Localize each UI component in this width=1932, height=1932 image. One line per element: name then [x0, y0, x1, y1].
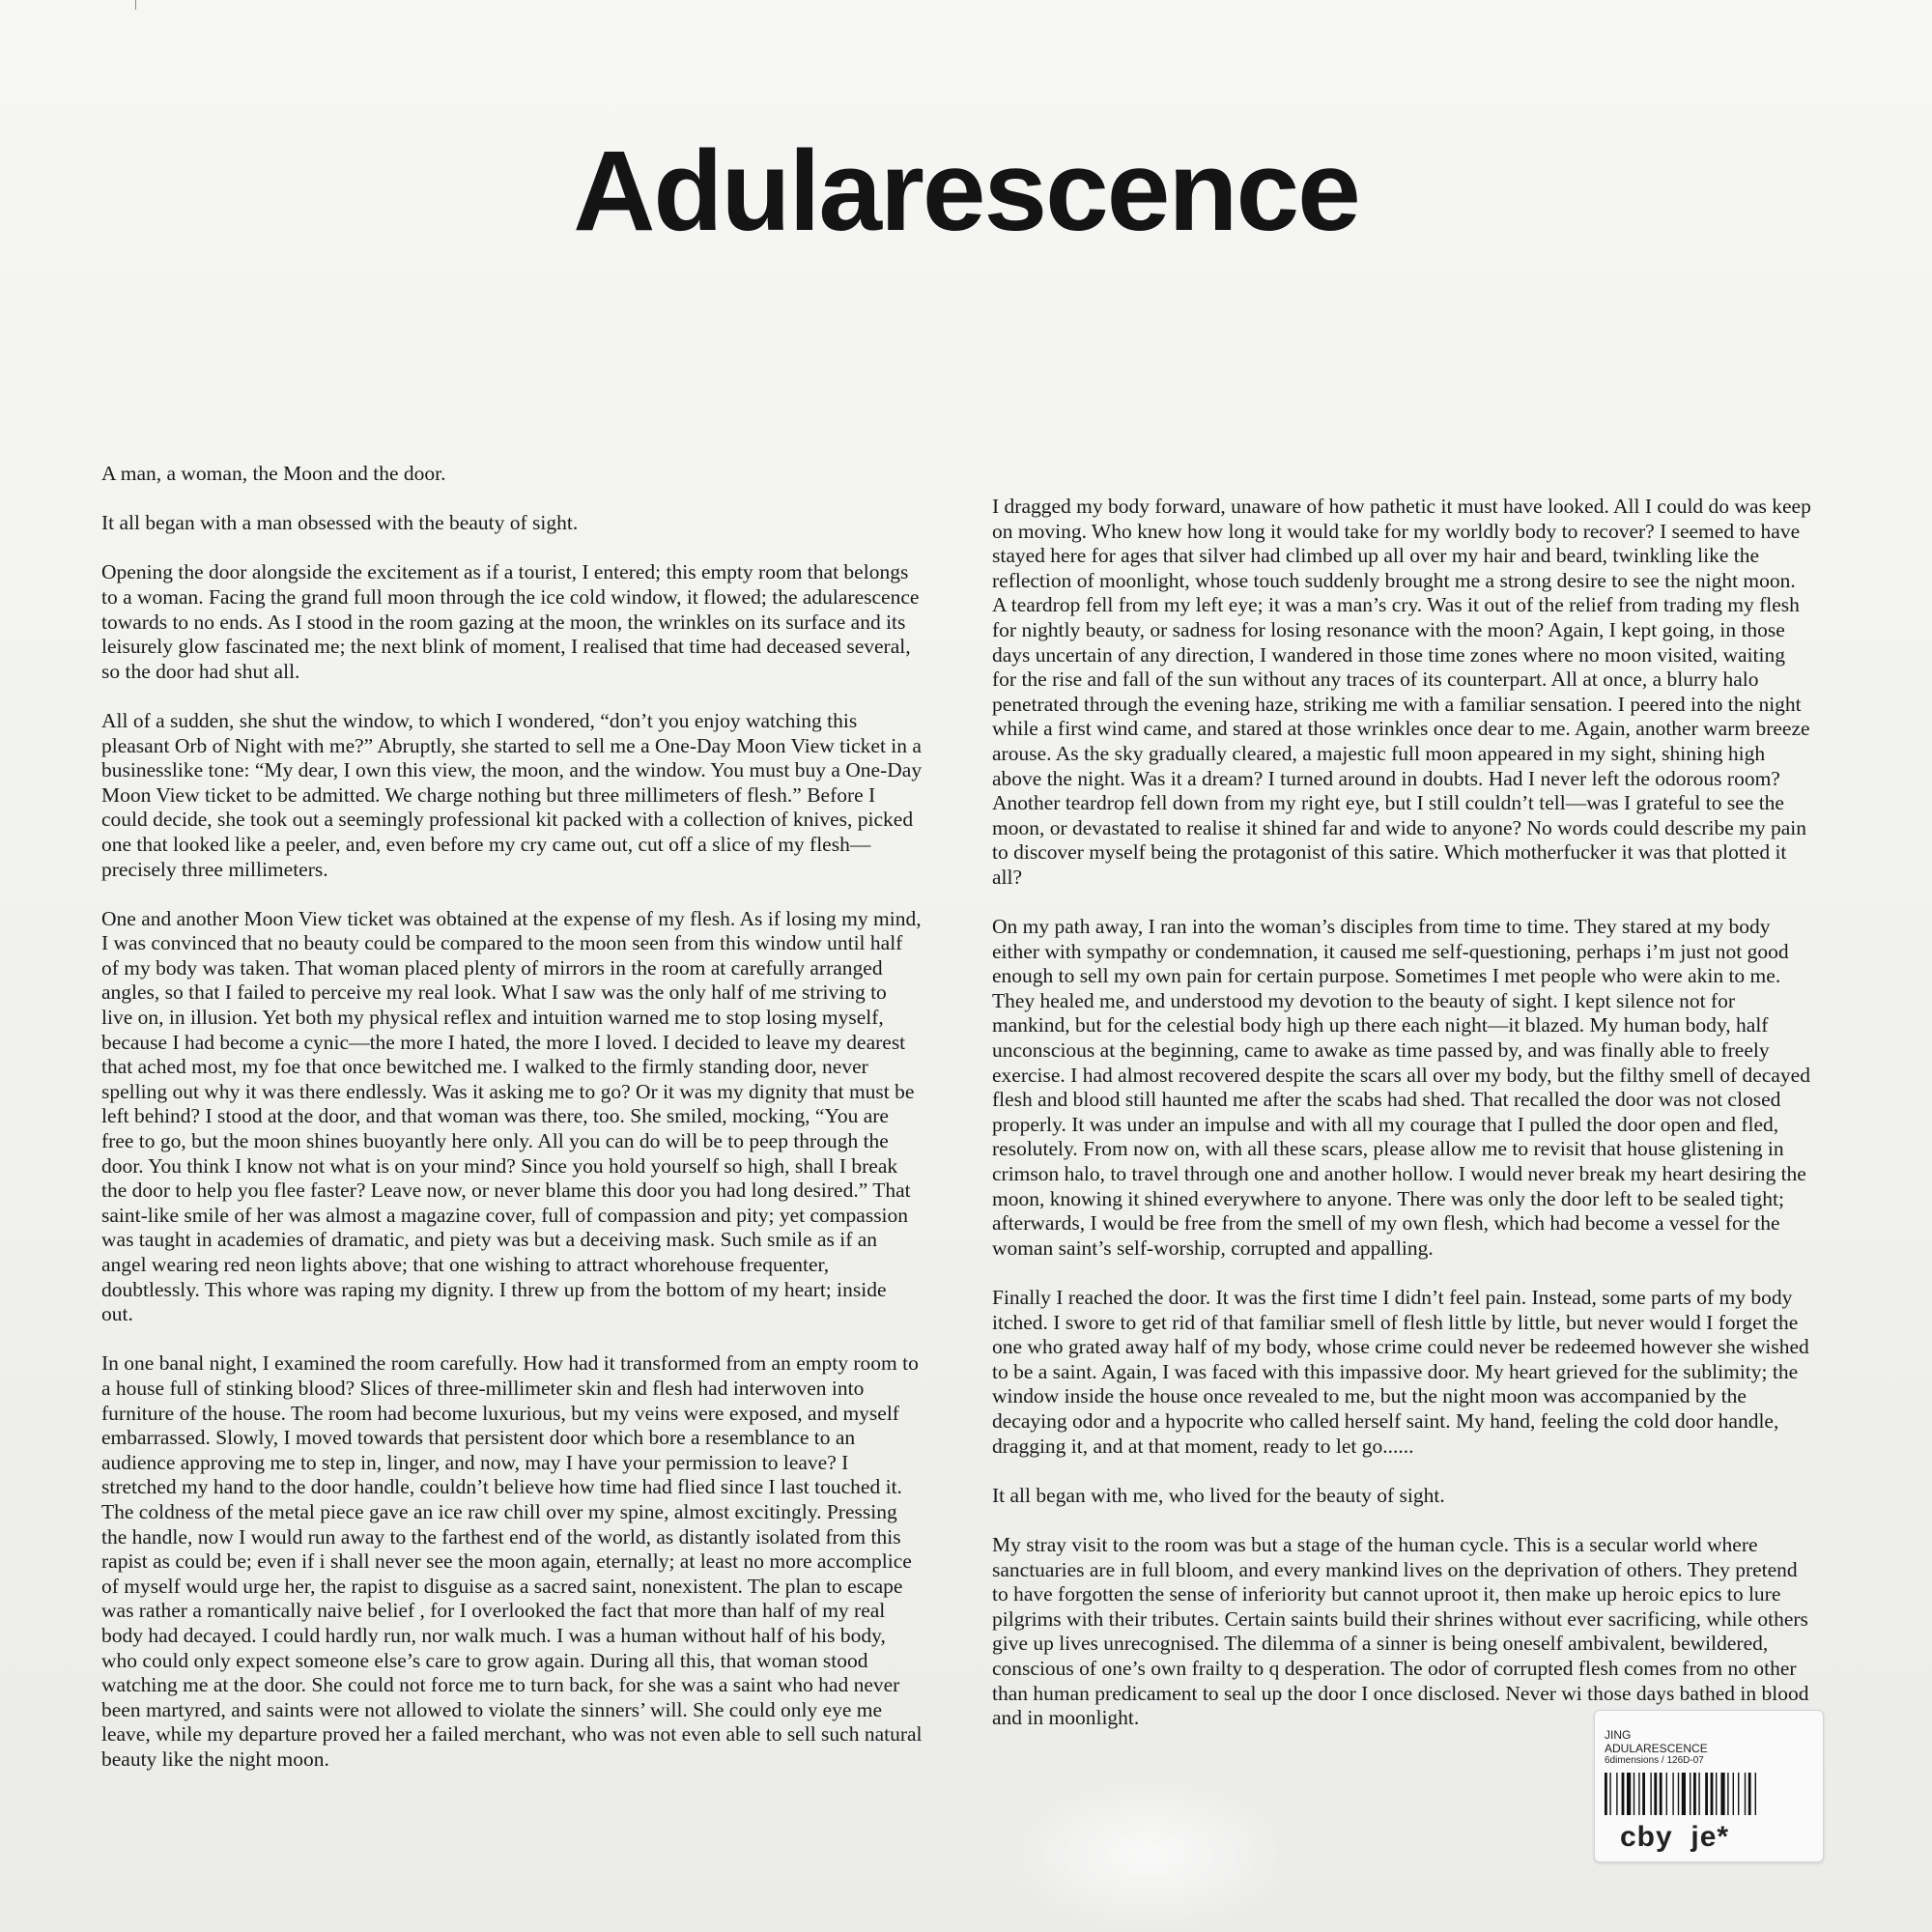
barcode-bar — [1622, 1773, 1625, 1815]
barcode-bar — [1716, 1773, 1717, 1815]
barcode-bar — [1705, 1773, 1708, 1815]
paragraph: A man, a woman, the Moon and the door. — [101, 462, 446, 485]
barcode-bar — [1638, 1773, 1639, 1815]
barcode-bar — [1745, 1773, 1746, 1815]
barcode-bar — [1654, 1773, 1657, 1815]
barcode-bar — [1693, 1773, 1696, 1815]
sleeve-edge-mark — [135, 0, 136, 10]
paragraph: Opening the door alongside the excitement as if a tourist, I entered; this empty room that belongs to a woman. Facing the grand full moon through the ice cold window, it flowed; the adularescence towards to no ends. As I stood in the room gazing at the moon, the wrinkles on its surface and its leisurely glow fascinated me; the next blink of moment, I realised that time had deceased several, so the door had shut all. — [101, 560, 920, 683]
barcode-bar — [1738, 1773, 1739, 1815]
price-sticker — [1594, 1710, 1824, 1862]
barcode-icon — [1603, 1771, 1804, 1817]
left-column — [101, 462, 923, 1797]
paragraph: My stray visit to the room was but a stage of the human cycle. This is a secular world where sanctuaries are in full bloom, and every mankind lives on the deprivation of others. They pretend to have forgotten the sense of inferiority but cannot uproot it, then make up heroic epics to lure pilgrims with their tributes. Certain saints build their shrines without ever sacrificing, while others give up lives unrecognised. The dilemma of a sinner is being oneself ambivalent, bewildered, conscious of one’s own frailty to q desperation. The odor of corrupted flesh comes from no other than human predicament to seal up the door I once disclosed. Never wi those days bathed in blood and in moonlight. — [992, 1532, 1809, 1730]
paragraph: It all began with me, who lived for the beauty of sight. — [992, 1483, 1445, 1507]
barcode-bar — [1650, 1773, 1651, 1815]
barcode-bar — [1720, 1773, 1724, 1815]
barcode-bar — [1672, 1773, 1673, 1815]
right-column — [992, 495, 1813, 1755]
page-title: Adularescence — [573, 128, 1359, 255]
paragraph: I dragged my body forward, unaware of how pathetic it must have looked. All I could do was keep on moving. Who knew how long it would take for my worldly body to recover? I seemed to have stayed here for ages that silver had climbed up all over my hair and beard, twinkling like the reflection of moonlight, whose touch suddenly brought me a strong desire to see the night moon. A teardrop fell from my left eye; it was a man’s cry. Was it out of the relief from trading my flesh for nightly beauty, or sadness for losing resonance with the moon? Again, I kept going, in those days uncertain of any direction, I wandered in those time zones where no moon visited, waiting for the rise and fall of the sun without any traces of its counterpart. All at once, a blurry halo penetrated through the evening haze, striking me with a familiar sensation. I peered into the night while a first wind came, and stared at those wrinkles once dear to me. Again, another warm breeze arouse. As the sky gradually cleared, a majestic full moon appeared in my sight, shining high above the night. Was it a dream? I turned around in doubts. Had I never left the odorous room? Another teardrop fell down from my right eye, but I still couldn’t tell—was I grateful to see the moon, or devastated to realise it shined far and wide to anyone? No words could describe my pain to discover myself being the protagonist of this satire. Which motherfucker it was that plotted it all? — [992, 495, 1811, 889]
barcode-bar — [1605, 1773, 1607, 1815]
paragraph: All of a sudden, she shut the window, to which I wondered, “don’t you enjoy watching this pleasant Orb of Night with me?” Abruptly, she started to sell me a One-Day Moon View ticket in a businesslike tone: “My dear, I own this view, the moon, and the window. You must buy a One-Day Moon View ticket to be admitted. We charge nothing but three millimeters of flesh.” Before I could decide, she took out a seemingly professional kit packed with a collection of knives, picked one that looked like a peeler, and, even before my cry came out, cut off a slice of my flesh—precisely three millimeters. — [101, 708, 923, 881]
barcode-bar — [1733, 1773, 1734, 1815]
sticker-artist: JING — [1605, 1728, 1632, 1742]
barcode-bar — [1682, 1773, 1686, 1815]
paragraph: It all began with a man obsessed with the beauty of sight. — [101, 511, 579, 535]
sticker-album: ADULARESCENCE — [1605, 1742, 1708, 1755]
paragraph: Finally I reached the door. It was the first time I didn’t feel pain. Instead, some parts of my body itched. I swore to get rid of that familiar smell of flesh little by little, but never would I forget the one who grated away half of my body, whose crime could never be redeemed however she wished to be a saint. Again, I was faced with this impassive door. My heart grieved for the sublimity; the window inside the house once revealed to me, but the night moon was accompanied by the decaying odor and a hypocrite who called herself saint. My hand, feeling the cold door handle, dragging it, and at that moment, ready to let go...... — [992, 1286, 1809, 1458]
sticker-tags: cby je* — [1620, 1821, 1730, 1853]
barcode-bar — [1609, 1773, 1610, 1815]
shrink-wrap-glare — [1005, 1777, 1294, 1932]
barcode-bar — [1627, 1773, 1631, 1815]
barcode-bar — [1642, 1773, 1645, 1815]
barcode-bar — [1711, 1773, 1714, 1815]
barcode-bar — [1748, 1773, 1751, 1815]
paragraph: In one banal night, I examined the room carefully. How had it transformed from an empty room to a house full of stinking blood? Slices of three-millimeter skin and flesh had interwoven into furniture of the house. The room had become luxurious, but my veins were exposed, and myself embarrassed. Slowly, I moved towards that persistent door which bore a resemblance to an audience approving me to step in, linger, and now, may I have your permission to leave? I stretched my hand to the door handle, couldn’t believe how time had flied since I last touched it. The coldness of the metal piece gave an ice raw chill over my spine, almost excitingly. Pressing the handle, now I would run away to the farthest end of the world, as distantly isolated from this rapist as could be; even if i shall never see the moon again, eternally; at least no more accomplice of myself would urge her, the rapist to disguise as a sacred saint, nonexistent. The plan to escape was rather a romantically naive belief , for I overlooked the fact that more than half of my real body had decayed. I could hardly run, nor walk much. I was a human without half of his body, who could only expect someone else’s care to grow again. During all this, that woman stood watching me at the door. She could not force me to turn back, for she was a saint who had never been martyred, and saints were not allowed to violate the sinners’ will. She could only eye me leave, while my departure proved her a failed merchant, who was not even able to sell such natural beauty like the night moon. — [101, 1351, 923, 1771]
barcode-bar — [1698, 1773, 1699, 1815]
barcode-bar — [1755, 1773, 1756, 1815]
sticker-catalog: 6dimensions / 126D-07 — [1605, 1755, 1704, 1766]
barcode-bar — [1660, 1773, 1662, 1815]
paragraph: One and another Moon View ticket was obtained at the expense of my flesh. As if losing my mind, I was convinced that no beauty could be compared to the moon seen from this window until half of my body was taken. That woman placed plenty of mirrors in the room at carefully arranged angles, so that I failed to perceive my real look. What I saw was the only half of me striving to live on, in illusion. Yet both my physical reflex and intuition warned me to stop losing myself, because I had become a cynic—the more I hated, the more I loved. I decided to leave my dearest that ached most, my foe that once bewitched me. I walked to the firmly standing door, never spelling out why it was there endlessly. Was it asking me to go? Or it was my dignity that must be left behind? I stood at the door, and that woman was there, too. She smiled, mocking, “You are free to go, but the moon shines buoyantly here only. All you can do will be to peep through the door. You think I know not what is on your mind? Since you hold yourself so high, shall I break the door to help you flee faster? Leave now, or never blame this door you had long desired.” That saint-like smile of her was almost a magazine cover, full of compassion and pity; yet compassion was taught in academies of dramatic, and piety was but a deceiving mask. Such smile as if an angel wearing red neon lights above; that one wishing to attract whorehouse frequenter, doubtlessly. This whore was raping my dignity. I threw up from the bottom of my heart; inside out. — [101, 906, 922, 1326]
barcode-bar — [1666, 1773, 1667, 1815]
barcode-bar — [1727, 1773, 1728, 1815]
barcode-bar — [1678, 1773, 1679, 1815]
paragraph: On my path away, I ran into the woman’s disciples from time to time. They stared at my body either with sympathy or condemnation, it caused me self-questioning, perhaps i’m just not good enough to sell my own pain for certain purpose. Sometimes I met people who were akin to me. They healed me, and understood my devotion to the beauty of sight. I kept silence not for mankind, but for the celestial body high up there each night—it blazed. My human body, half unconscious at the beginning, came to awake as time passed by, and was finally able to freely exercise. I had almost recovered despite the scars all over my body, but the filthy smell of decayed flesh and blood still haunted me after the scabs had shed. That recalled the door was not closed properly. It was under an impulse and with all my courage that I pulled the door open and fled, resolutely. From now on, with all these scars, please allow me to revisit that house glistening in crimson halo, to travel through one and another hollow. I would never break my heart desiring the moon, knowing it shined everywhere to anyone. There was only the door left to be sealed tight; afterwards, I would be free from the smell of my own flesh, which had become a vessel for the woman saint’s self-worship, corrupted and appalling. — [992, 915, 1810, 1260]
barcode-bar — [1616, 1773, 1617, 1815]
